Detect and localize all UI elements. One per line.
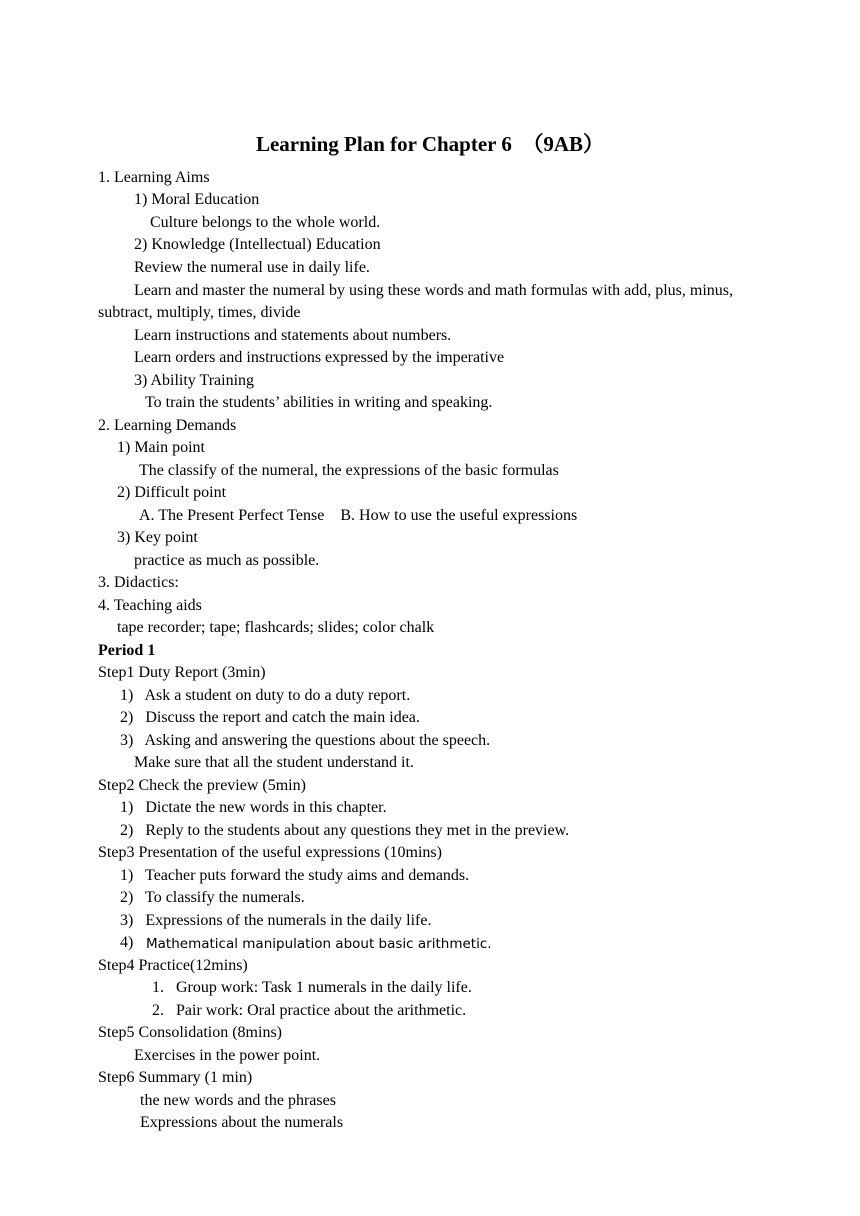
document-title: Learning Plan for Chapter 6 （9AB） bbox=[255, 132, 605, 156]
subheading: 2) Difficult point bbox=[117, 484, 227, 501]
body-text: Culture belongs to the whole world. bbox=[150, 214, 381, 231]
period-heading: Period 1 bbox=[98, 642, 156, 659]
body-text: The classify of the numeral, the expressions of the basic formulas bbox=[139, 462, 559, 479]
body-text: A. The Present Perfect Tense B. How to use the useful expressions bbox=[139, 507, 578, 524]
subheading: 2) Knowledge (Intellectual) Education bbox=[134, 236, 381, 253]
list-item: 1) Teacher puts forward the study aims and demands. bbox=[120, 867, 470, 884]
body-text: tape recorder; tape; flashcards; slides; color chalk bbox=[117, 619, 435, 636]
list-item: 2. Pair work: Oral practice about the arithmetic. bbox=[152, 1002, 467, 1019]
step-heading: Step1 Duty Report (3min) bbox=[98, 664, 266, 681]
list-item: 3) Asking and answering the questions about the speech. bbox=[120, 732, 491, 749]
section-heading: 1. Learning Aims bbox=[98, 169, 210, 186]
section-heading: 3. Didactics: bbox=[98, 574, 179, 591]
list-item-number: 4) bbox=[120, 934, 134, 951]
list-item: 2) Discuss the report and catch the main idea. bbox=[120, 709, 420, 726]
body-text: Exercises in the power point. bbox=[134, 1047, 321, 1064]
body-text: subtract, multiply, times, divide bbox=[98, 304, 301, 321]
body-text: Learn orders and instructions expressed by the imperative bbox=[134, 349, 505, 366]
body-text: Review the numeral use in daily life. bbox=[134, 259, 370, 276]
list-item: 2) Reply to the students about any questions they met in the preview. bbox=[120, 822, 570, 839]
body-text: the new words and the phrases bbox=[140, 1092, 336, 1109]
step-heading: Step6 Summary (1 min) bbox=[98, 1069, 253, 1086]
body-text: Learn instructions and statements about numbers. bbox=[134, 327, 452, 344]
list-item: 2) To classify the numerals. bbox=[120, 889, 305, 906]
step-heading: Step4 Practice(12mins) bbox=[98, 957, 248, 974]
step-heading: Step2 Check the preview (5min) bbox=[98, 777, 306, 794]
body-text: Expressions about the numerals bbox=[140, 1114, 344, 1131]
step-heading: Step3 Presentation of the useful expressions (10mins) bbox=[98, 844, 442, 861]
subheading: 3) Key point bbox=[117, 529, 198, 546]
subheading: 1) Moral Education bbox=[134, 191, 260, 208]
step-heading: Step5 Consolidation (8mins) bbox=[98, 1024, 282, 1041]
list-item: 1) Dictate the new words in this chapter. bbox=[120, 799, 387, 816]
list-item: 3) Expressions of the numerals in the daily life. bbox=[120, 912, 432, 929]
list-item: Mathematical manipulation about basic arithmetic. bbox=[146, 936, 492, 952]
list-item: 1. Group work: Task 1 numerals in the daily life. bbox=[152, 979, 472, 996]
section-heading: 2. Learning Demands bbox=[98, 417, 237, 434]
subheading: 3) Ability Training bbox=[134, 372, 255, 389]
subheading: 1) Main point bbox=[117, 439, 205, 456]
body-text: Make sure that all the student understand it. bbox=[134, 754, 414, 771]
section-heading: 4. Teaching aids bbox=[98, 597, 202, 614]
list-item: 1) Ask a student on duty to do a duty report. bbox=[120, 687, 411, 704]
body-text: Learn and master the numeral by using these words and math formulas with add, plus, minus, bbox=[134, 282, 733, 299]
body-text: To train the students’ abilities in writing and speaking. bbox=[145, 394, 493, 411]
body-text: practice as much as possible. bbox=[134, 552, 320, 569]
